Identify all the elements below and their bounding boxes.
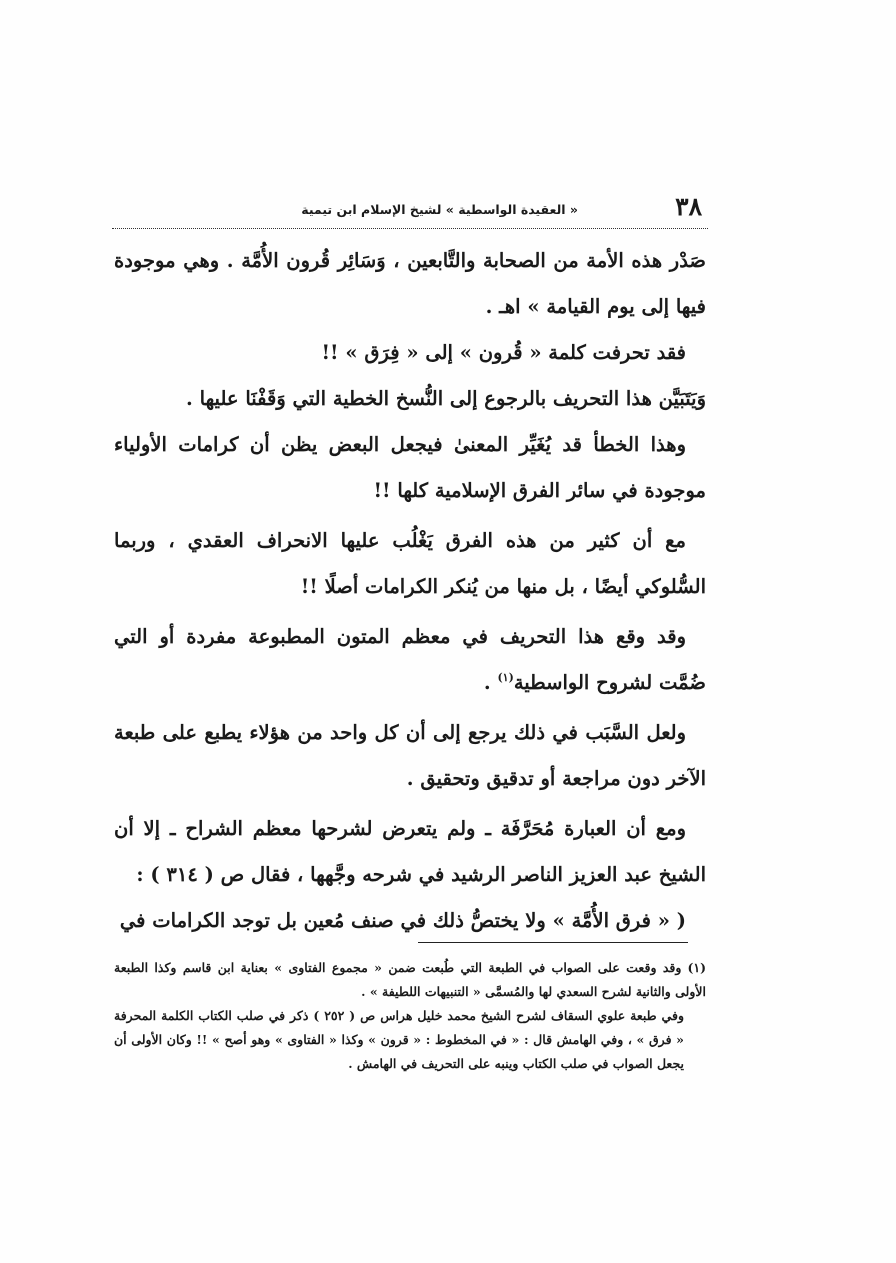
paragraph-5: مع أن كثير من هذه الفرق يَغْلُب عليها الانحراف العقدي ، وربما السُّلوكي أيضًا ، بل منها من يُنكر الكرامات أصلًا !! [114, 529, 706, 598]
paragraph-6-end: . [483, 671, 498, 694]
paragraph-1: صَدْر هذه الأمة من الصحابة والتَّابعين ، وَسَائِر قُرون الأُمَّة . وهي موجودة فيها إلى يوم القيامة » اهـ . [114, 249, 706, 318]
paragraph-2: فقد تحرفت كلمة « قُرون » إلى « فِرَق » !! [321, 341, 686, 364]
footnote-number: (١) [687, 960, 706, 975]
paragraph-6 [114, 614, 706, 706]
running-title: « العقيدة الواسطية » لشيخ الإسلام ابن تيمية [301, 202, 578, 217]
header-divider [112, 228, 708, 229]
footnote-reference[interactable]: (١) [497, 671, 514, 684]
paragraph-8: ومع أن العبارة مُحَرَّفَة ـ ولم يتعرض لشرحها معظم الشراح ـ إلا أن الشيخ عبد العزيز الناصر الرشيد في شرحه وجَّهها ، فقال ص ( ٣١٤ ) : [114, 817, 706, 886]
footnote-1-continuation: وفي طبعة علوي السقاف لشرح الشيخ محمد خليل هراس ص ( ٢٥٢ ) ذكر في صلب الكتاب الكلمة المحرفة « فرق » ، وفي الهامش قال : « في المخطوط : « قرون » وكذا « الفتاوى » وهو أصح » !! وكان الأولى أن يجعل الصواب في صلب الكتاب وينبه على التحريف في الهامش . [114, 1008, 684, 1071]
footnote-1 [114, 956, 706, 1004]
main-text [114, 238, 706, 944]
footnote-1-text: وقد وقعت على الصواب في الطبعة التي طُبعت ضمن « مجموع الفتاوى » بعناية ابن قاسم وكذا الطبعة الأولى والثانية لشرح السعدي لها والمُسمَّى « التنبيهات اللطيفة » . [114, 960, 706, 999]
paragraph-6-text: وقد وقع هذا التحريف في معظم المتون المطبوعة مفردة أو التي ضُمَّت لشروح الواسطية [114, 625, 706, 694]
page-number: ٣٨ [675, 192, 702, 221]
paragraph-3: وَيَتَبَيَّن هذا التحريف بالرجوع إلى النُّسخ الخطية التي وَقَفْنَا عليها . [186, 387, 706, 410]
paragraph-7: ولعل السَّبَب في ذلك يرجع إلى أن كل واحد من هؤلاء يطبع على طبعة الآخر دون مراجعة أو تدقيق وتحقيق . [114, 721, 706, 790]
footnotes [114, 956, 706, 1076]
paragraph-9: ( « فرق الأُمَّة » ولا يختصُّ ذلك في صنف مُعين بل توجد الكرامات في [119, 909, 686, 932]
paragraph-4: وهذا الخطأ قد يُغَيِّر المعنىٰ فيجعل البعض يظن أن كرامات الأولياء موجودة في سائر الفرق الإسلامية كلها !! [114, 433, 706, 502]
page-header [112, 192, 708, 226]
footnote-divider [418, 942, 688, 943]
